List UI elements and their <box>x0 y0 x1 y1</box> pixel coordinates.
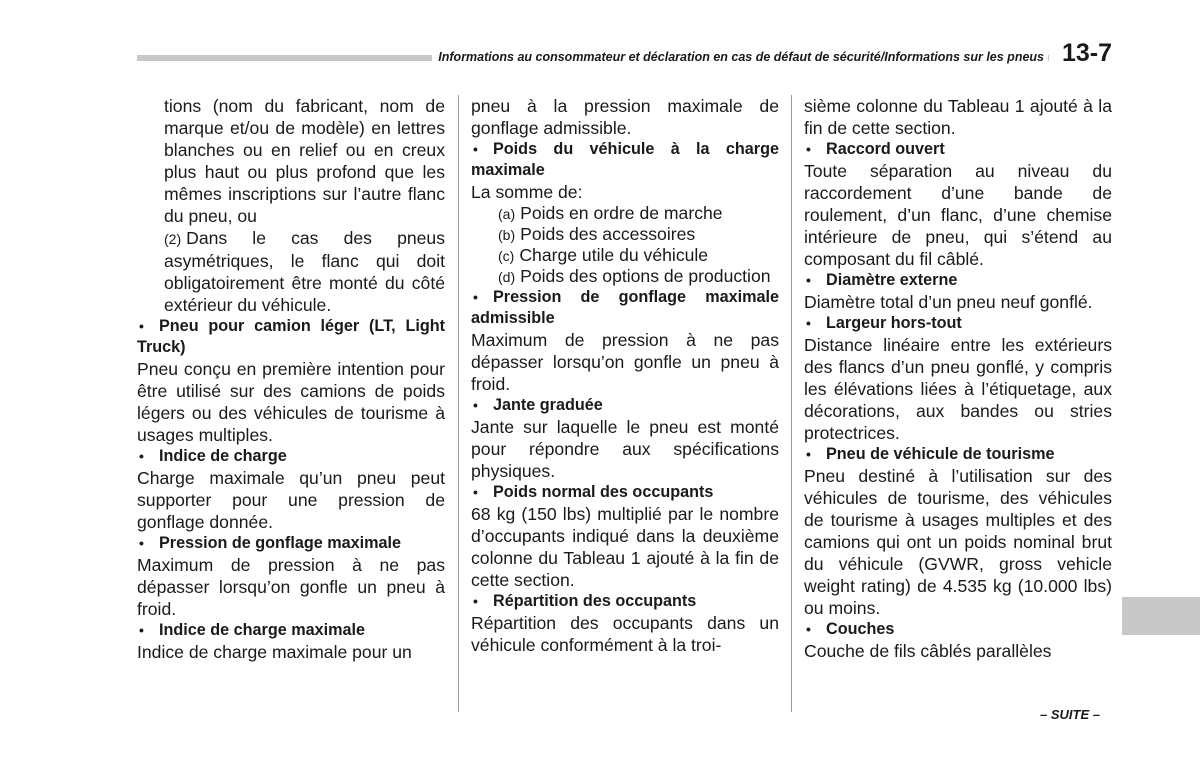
continuation-paragraph: sième colonne du Tableau 1 ajouté à la fin de cette section. <box>804 96 1112 138</box>
page-number: 13-7 <box>1062 39 1113 67</box>
running-header-title: Informations au consommateur et déclaration en cas de défaut de sécurité/Informations sur les pneus <box>432 49 1048 66</box>
sum-item-b <box>471 224 779 245</box>
sum-item-label: (d) <box>498 269 516 285</box>
term-light-truck: • Pneu pour camion léger (LT, Light Truck) <box>137 316 445 358</box>
term-occupant-distribution: • Répartition des occupants <box>471 591 779 612</box>
term-open-splice: • Raccord ouvert <box>804 139 1112 160</box>
continuation-paragraph: tions (nom du fabricant, nom de marque et/ou de modèle) en lettres blanches ou en relief ou en creux plus haut ou plus profond que les mêmes inscriptions sur l’autre flanc du pneu, ou <box>164 96 445 226</box>
column-divider-2 <box>791 95 792 712</box>
list-item-text: Dans le cas des pneus asymétriques, le flanc qui doit obligatoirement être monté du côté extérieur du véhicule. <box>164 228 445 315</box>
sum-item-text: Poids des options de production <box>520 266 771 286</box>
definition-open-splice: Toute séparation au niveau du raccordement d’une bande de roulement, d’un flanc, d’une chemise intérieure de pneu, qui s’étend au composant du fil câblé. <box>804 161 1112 269</box>
text-column-2 <box>471 95 779 656</box>
definition-overall-width: Distance linéaire entre les extérieurs des flancs d’un pneu gonflé, y compris les élévations liées à l’étiquetage, aux décorations, aux bandes ou stries protectrices. <box>804 335 1112 443</box>
definition-max-load-index: Indice de charge maximale pour un <box>137 642 412 662</box>
definition-max-inflation-pressure: Maximum de pression à ne pas dépasser lorsqu’on gonfle un pneu à froid. <box>137 555 445 619</box>
term-max-inflation-pressure: • Pression de gonflage maximale <box>137 533 445 554</box>
term-occupant-weight: • Poids normal des occupants <box>471 482 779 503</box>
term-overall-width: • Largeur hors-tout <box>804 313 1112 334</box>
definition-passenger-car-tire: Pneu destiné à l’utilisation sur des véhicules de tourisme, des véhicules de tourisme à usages multiples et des camions qui ont un poids nominal brut du véhicule (GVWR, gross vehicle weight rating) de 4.535 kg (10.000 lbs) ou moins. <box>804 466 1112 618</box>
sum-item-text: Poids des accessoires <box>520 224 696 244</box>
thumb-index-tab <box>1122 597 1200 635</box>
term-ply: • Couches <box>804 619 1112 640</box>
list-item-2 <box>137 227 445 316</box>
term-load-index: • Indice de charge <box>137 446 445 467</box>
term-passenger-car-tire: • Pneu de véhicule de tourisme <box>804 444 1112 465</box>
definition-light-truck: Pneu conçu en première intention pour être utilisé sur des camions de poids légers ou des véhicules de tourisme à usages multiples. <box>137 359 445 445</box>
text-column-3 <box>804 95 1112 662</box>
sum-item-text: Charge utile du véhicule <box>519 245 709 265</box>
term-measuring-rim: • Jante graduée <box>471 395 779 416</box>
list-item-label: (2) <box>164 231 182 247</box>
definition-ply: Couche de fils câblés parallèles <box>804 641 1052 661</box>
definition-load-index: Charge maximale qu’un pneu peut supporter pour une pression de gonflage donnée. <box>137 468 445 532</box>
sum-item-c <box>471 245 779 266</box>
sum-item-label: (c) <box>498 248 515 264</box>
definition-occupant-weight: 68 kg (150 lbs) multiplié par le nombre d’occupants indiqué dans la deuxième colonne du Tableau 1 ajouté à la fin de cette section. <box>471 504 779 590</box>
sum-item-label: (a) <box>498 206 516 222</box>
definition-outer-diameter: Diamètre total d’un pneu neuf gonflé. <box>804 292 1093 312</box>
term-max-load-index: • Indice de charge maximale <box>137 620 445 641</box>
term-max-loaded-vehicle-weight: • Poids du véhicule à la charge maximale <box>471 139 779 181</box>
sum-item-label: (b) <box>498 227 516 243</box>
sum-item-a <box>471 203 779 224</box>
sum-intro: La somme de: <box>471 182 583 202</box>
continuation-paragraph: pneu à la pression maximale de gonflage admissible. <box>471 96 779 138</box>
sum-item-d <box>471 266 779 287</box>
definition-occupant-distribution: Répartition des occupants dans un véhicule conformément à la troi- <box>471 613 779 655</box>
term-max-permissible-pressure: • Pression de gonflage maximale admissible <box>471 287 779 329</box>
sum-item-text: Poids en ordre de marche <box>520 203 723 223</box>
column-divider-1 <box>458 95 459 712</box>
definition-max-permissible-pressure: Maximum de pression à ne pas dépasser lorsqu’on gonfle un pneu à froid. <box>471 330 779 394</box>
definition-measuring-rim: Jante sur laquelle le pneu est monté pour répondre aux spécifications physiques. <box>471 417 779 481</box>
term-outer-diameter: • Diamètre externe <box>804 270 1112 291</box>
text-column-1 <box>137 95 445 663</box>
continued-marker: – SUITE – <box>1040 707 1100 722</box>
